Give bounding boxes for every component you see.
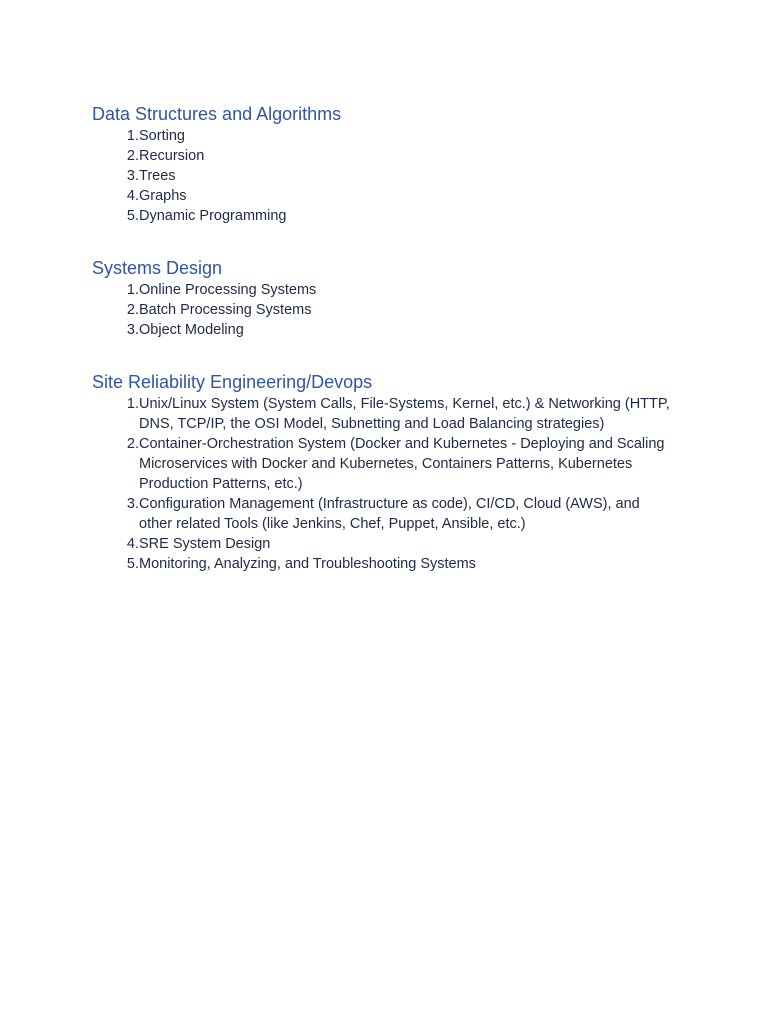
list-item <box>92 494 672 534</box>
document-body <box>92 102 672 574</box>
list-number-text: 4. <box>126 188 139 204</box>
section-heading: Data Structures and Algorithms <box>92 104 342 124</box>
list-number-text: 5. <box>126 208 139 224</box>
list-item <box>92 554 672 574</box>
section-data-structures <box>92 102 672 226</box>
list-number-text: 3. <box>126 322 139 338</box>
list-item-text: Object Modeling <box>139 322 244 338</box>
section-heading: Systems Design <box>92 258 223 278</box>
list-item-text: Batch Processing Systems <box>139 302 312 318</box>
list-item-text: Monitoring, Analyzing, and Troubleshooting Systems <box>139 556 476 572</box>
list-number-text: 2. <box>126 436 139 452</box>
list-item <box>92 166 672 186</box>
list-item-text: Container-Orchestration System (Docker and Kubernetes - Deploying and Scaling Microservices with Docker and Kubernetes, Containers Patterns, Kubernetes Production Patterns, etc.) <box>139 436 665 492</box>
list-number-text: 3. <box>126 496 139 512</box>
list-number-text: 4. <box>126 536 139 552</box>
list-number <box>92 394 139 414</box>
list-item <box>92 320 672 340</box>
numbered-list <box>92 126 672 226</box>
list-item-text: Trees <box>139 168 176 184</box>
list-number-text: 3. <box>126 168 139 184</box>
list-item <box>92 434 672 494</box>
list-number <box>92 434 139 454</box>
list-number <box>92 186 139 206</box>
list-number-text: 1. <box>126 282 139 298</box>
list-item <box>92 534 672 554</box>
list-number-text: 2. <box>126 148 139 164</box>
list-number-text: 5. <box>126 556 139 572</box>
list-item-text: Dynamic Programming <box>139 208 287 224</box>
list-item <box>92 146 672 166</box>
list-number <box>92 166 139 186</box>
list-number <box>92 280 139 300</box>
list-item-text: Graphs <box>139 188 187 204</box>
list-item-text: Sorting <box>139 128 185 144</box>
list-item <box>92 300 672 320</box>
list-number <box>92 126 139 146</box>
list-item <box>92 394 672 434</box>
list-item <box>92 186 672 206</box>
list-number <box>92 534 139 554</box>
list-number <box>92 320 139 340</box>
list-item-text: Recursion <box>139 148 205 164</box>
list-number <box>92 554 139 574</box>
list-number-text: 2. <box>126 302 139 318</box>
list-number-text: 1. <box>126 128 139 144</box>
list-item <box>92 206 672 226</box>
list-number <box>92 300 139 320</box>
list-number-text: 1. <box>126 396 139 412</box>
list-number <box>92 494 139 514</box>
list-item <box>92 126 672 146</box>
list-item-text: SRE System Design <box>139 536 271 552</box>
list-item-text: Configuration Management (Infrastructure as code), CI/CD, Cloud (AWS), and other related Tools (like Jenkins, Chef, Puppet, Ansible, etc.) <box>139 496 640 532</box>
list-item-text: Unix/Linux System (System Calls, File-Systems, Kernel, etc.) & Networking (HTTP, DNS, TCP/IP, the OSI Model, Subnetting and Load Balancing strategies) <box>139 396 670 432</box>
numbered-list <box>92 280 672 340</box>
numbered-list <box>92 394 672 574</box>
list-item <box>92 280 672 300</box>
section-systems-design <box>92 256 672 340</box>
list-number <box>92 206 139 226</box>
section-heading: Site Reliability Engineering/Devops <box>92 372 373 392</box>
section-sre-devops <box>92 370 672 574</box>
list-item-text: Online Processing Systems <box>139 282 317 298</box>
list-number <box>92 146 139 166</box>
